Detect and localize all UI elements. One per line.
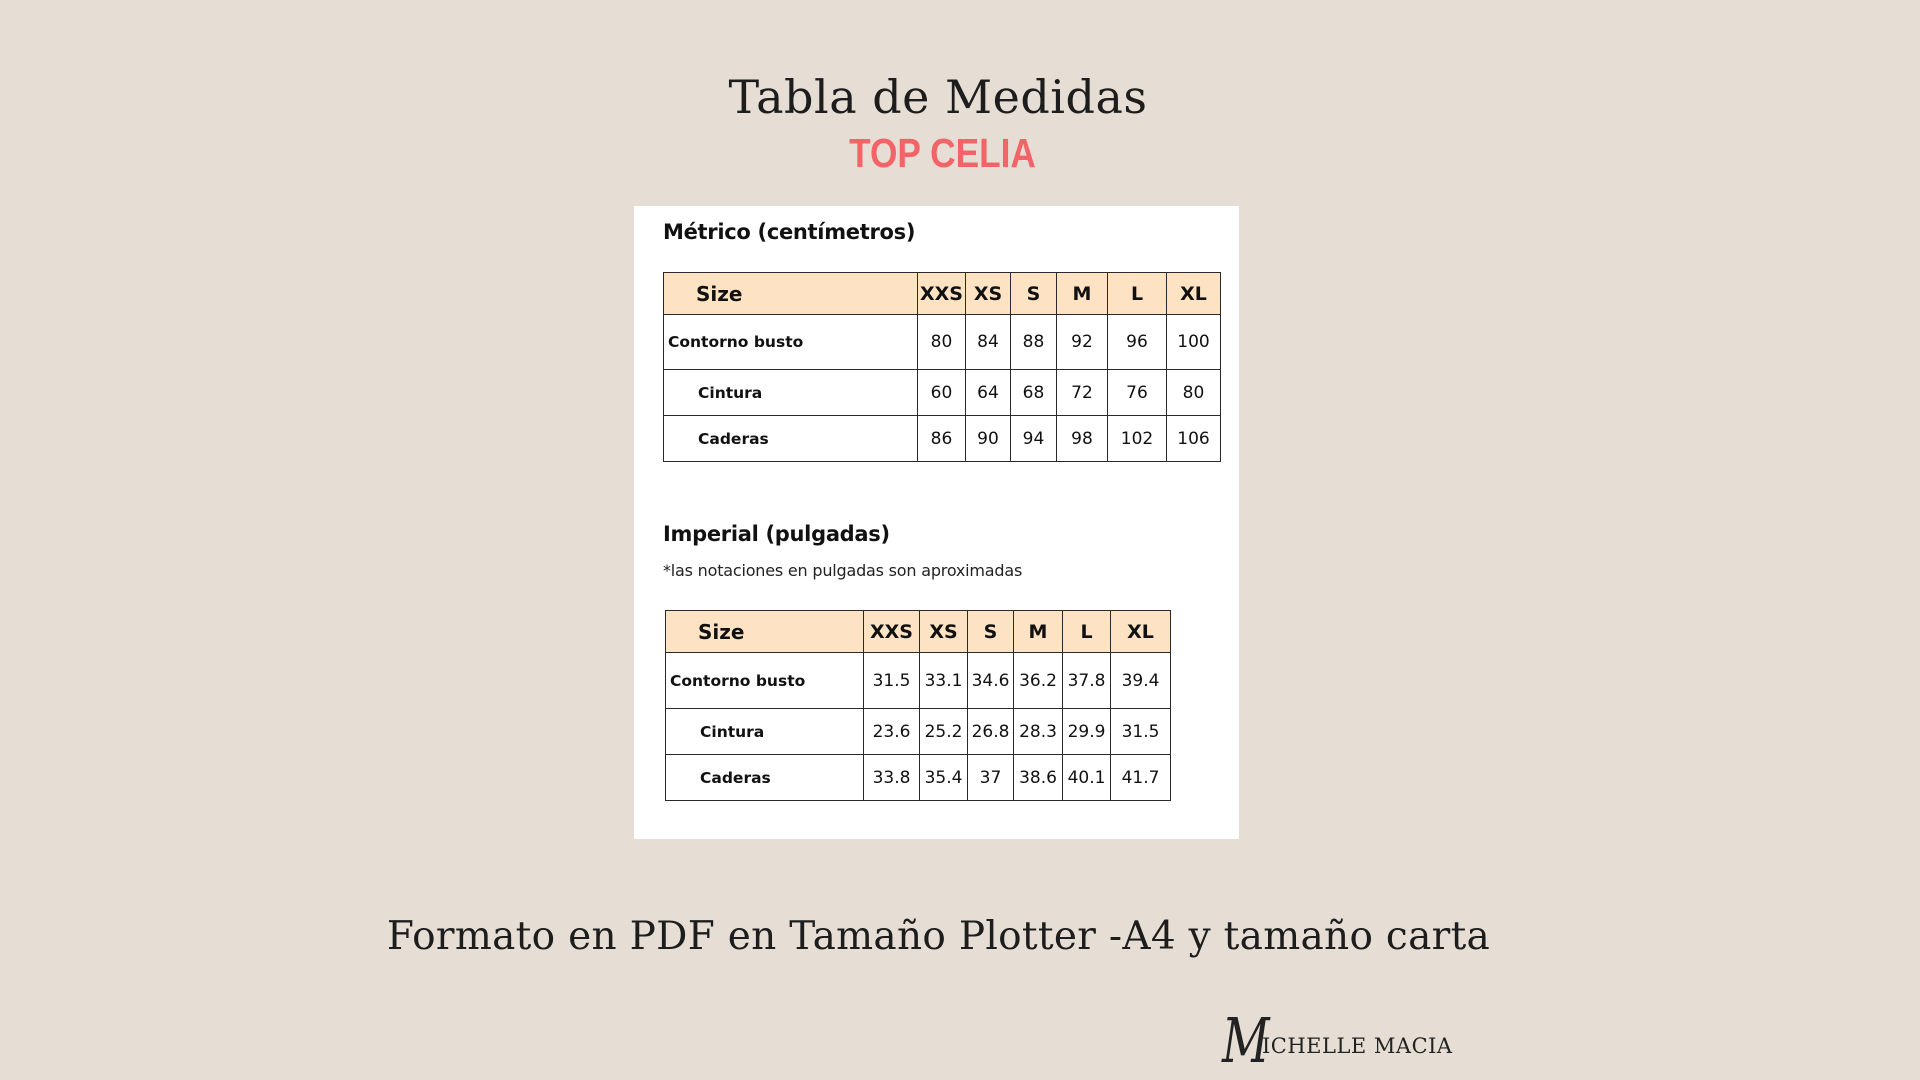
column-header: S [968, 611, 1014, 653]
column-header: M [1057, 273, 1108, 315]
table-cell: 38.6 [1014, 755, 1063, 801]
metric-section-title: Métrico (centímetros) [663, 220, 916, 244]
table-cell: 29.9 [1063, 709, 1111, 755]
table-cell: 26.8 [968, 709, 1014, 755]
column-header: L [1108, 273, 1167, 315]
table-cell: 28.3 [1014, 709, 1063, 755]
table-header-row [666, 611, 1171, 653]
table-cell: 31.5 [1111, 709, 1171, 755]
table-cell: 31.5 [864, 653, 920, 709]
format-info-text: Formato en PDF en Tamaño Plotter -A4 y tamaño carta [386, 914, 1491, 959]
table-cell: 64 [966, 370, 1011, 416]
table-cell: 37 [968, 755, 1014, 801]
table-cell: 102 [1108, 416, 1167, 462]
table-cell: 34.6 [968, 653, 1014, 709]
row-label: Contorno busto [664, 315, 918, 370]
table-cell: 76 [1108, 370, 1167, 416]
table-row [666, 653, 1171, 709]
table-cell: 92 [1057, 315, 1108, 370]
page-title: Tabla de Medidas [728, 70, 1148, 124]
imperial-section-title: Imperial (pulgadas) [663, 522, 890, 546]
table-cell: 90 [966, 416, 1011, 462]
table-cell: 60 [918, 370, 966, 416]
table-cell: 37.8 [1063, 653, 1111, 709]
row-label: Cintura [666, 709, 864, 755]
brand-logo-initial: M [1222, 1004, 1270, 1077]
table-cell: 39.4 [1111, 653, 1171, 709]
row-label: Caderas [664, 416, 918, 462]
table-row [666, 755, 1171, 801]
table-row [664, 315, 1221, 370]
column-header: XXS [918, 273, 966, 315]
column-header: L [1063, 611, 1111, 653]
table-cell: 68 [1011, 370, 1057, 416]
table-row [666, 709, 1171, 755]
table-cell: 33.1 [920, 653, 968, 709]
column-header: XS [920, 611, 968, 653]
row-label: Contorno busto [666, 653, 864, 709]
table-cell: 94 [1011, 416, 1057, 462]
table-cell: 41.7 [1111, 755, 1171, 801]
table-cell: 33.8 [864, 755, 920, 801]
imperial-size-table [665, 610, 1171, 801]
metric-size-table [663, 272, 1221, 462]
table-cell: 80 [1167, 370, 1221, 416]
table-row [664, 370, 1221, 416]
table-cell: 96 [1108, 315, 1167, 370]
column-header: XL [1111, 611, 1171, 653]
column-header: Size [666, 611, 864, 653]
table-cell: 98 [1057, 416, 1108, 462]
product-name: TOP CELIA [849, 130, 1036, 176]
brand-logo [1222, 1004, 1482, 1080]
size-chart-card [634, 206, 1239, 839]
brand-logo-name: ICHELLE MACIA [1262, 1034, 1453, 1058]
table-cell: 25.2 [920, 709, 968, 755]
imperial-note: *las notaciones en pulgadas son aproximadas [663, 561, 1023, 580]
table-cell: 36.2 [1014, 653, 1063, 709]
row-label: Caderas [666, 755, 864, 801]
table-cell: 86 [918, 416, 966, 462]
table-cell: 84 [966, 315, 1011, 370]
table-row [664, 416, 1221, 462]
table-cell: 40.1 [1063, 755, 1111, 801]
column-header: Size [664, 273, 918, 315]
row-label: Cintura [664, 370, 918, 416]
table-cell: 100 [1167, 315, 1221, 370]
table-cell: 80 [918, 315, 966, 370]
column-header: XS [966, 273, 1011, 315]
table-cell: 106 [1167, 416, 1221, 462]
column-header: S [1011, 273, 1057, 315]
column-header: M [1014, 611, 1063, 653]
table-cell: 88 [1011, 315, 1057, 370]
table-cell: 72 [1057, 370, 1108, 416]
table-cell: 23.6 [864, 709, 920, 755]
column-header: XXS [864, 611, 920, 653]
table-cell: 35.4 [920, 755, 968, 801]
table-header-row [664, 273, 1221, 315]
column-header: XL [1167, 273, 1221, 315]
